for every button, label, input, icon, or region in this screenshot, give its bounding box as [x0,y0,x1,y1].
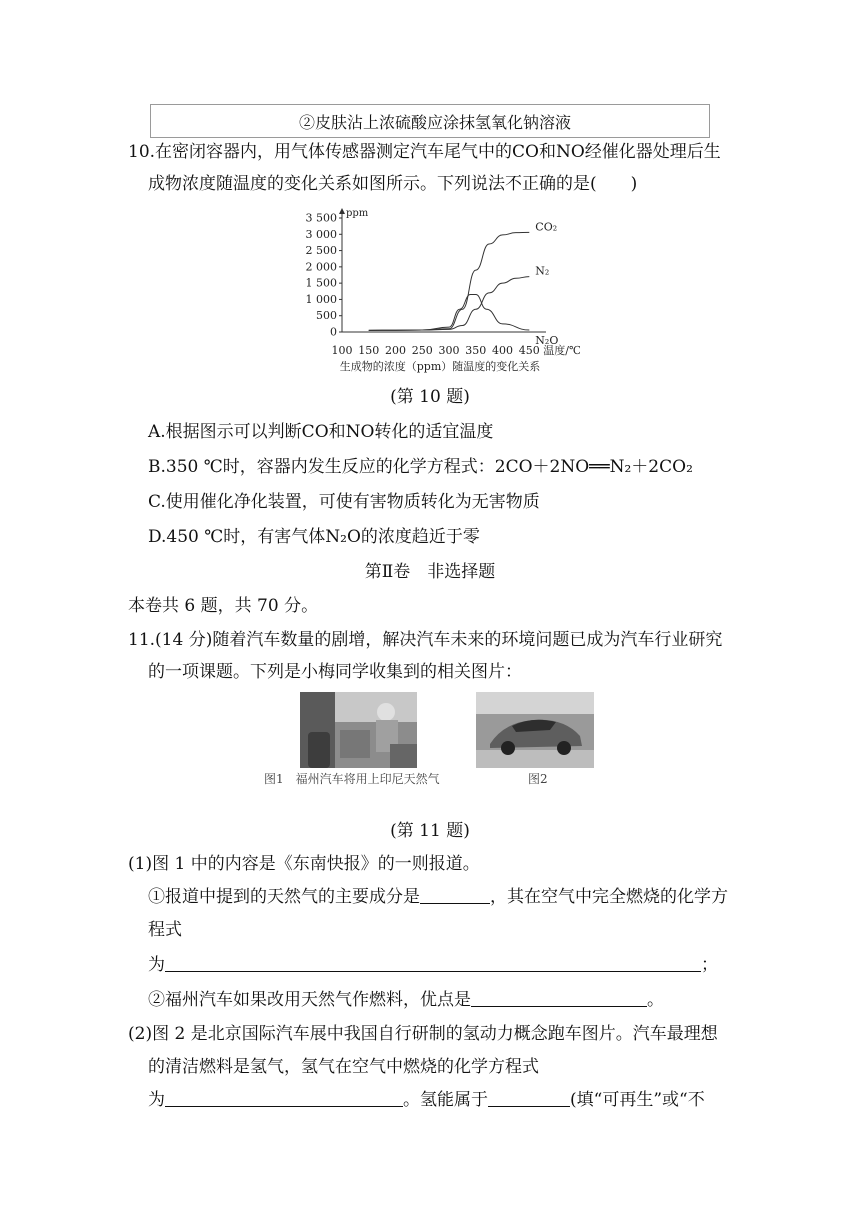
question-10-line-1 [128,142,721,162]
answer-blank-advantage[interactable] [471,990,647,1007]
x-tick-label: 250 [411,344,433,357]
question-11-caption: (第 11 题) [390,821,470,841]
part-2-line-1: (2)图 2 是北京国际汽车展中我国自行研制的氢动力概念跑车图片。汽车最理想 [128,1024,718,1044]
part-2-line-2: 的清洁燃料是氢气，氢气在空气中燃烧的化学方程式 [148,1057,539,1077]
part-2-text-a: 为 [148,1090,165,1110]
x-tick-label: 350 [465,344,487,357]
answer-blank-equation-hydrogen[interactable] [165,1090,403,1107]
question-10-stem-1: 在密闭容器内，用气体传感器测定汽车尾气中的CO和NO经催化器处理后生 [155,142,721,162]
x-tick-label: 300 [438,344,460,357]
x-tick-label: 200 [385,344,407,357]
series-line-2 [369,295,530,331]
series-label-0: CO₂ [535,220,558,234]
answer-blank-renewable[interactable] [488,1090,570,1107]
part-1-text-f: ②福州汽车如果改用天然气作燃料，优点是 [148,990,471,1010]
series-line-1 [369,277,530,331]
question-10-number: 10. [128,142,156,162]
option-c: C.使用催化净化装置，可使有害物质转化为无害物质 [148,492,540,512]
section-title: 第Ⅱ卷 非选择题 [364,562,496,582]
part-1-intro: (1)图 1 中的内容是《东南快报》的一则报道。 [128,854,480,874]
figure-2-photo [476,692,594,768]
option-b: B.350 ℃时，容器内发生反应的化学方程式：2CO＋2NO══N₂＋2CO₂ [148,457,693,477]
part-1-text-b: ，其在空气中完全燃烧的化学方 [490,887,728,907]
x-tick-label: 150 [358,344,380,357]
part-2-text-c: (填“可再生”或“不 [570,1090,705,1110]
series-label-1: N₂ [535,264,550,278]
part-1-line-4 [148,990,664,1010]
y-tick-label: 1 500 [305,276,337,290]
series-label-2: N₂O [535,334,559,348]
part-2-text-b: 。氢能属于 [403,1090,488,1110]
part-1-text-e: ； [701,955,718,975]
y-axis-arrow [339,208,345,214]
y-tick-label: 3 500 [305,211,337,225]
part-1-line-2: 程式 [148,920,182,940]
part-1-line-3 [148,955,718,975]
question-10-stem-2: 成物浓度随温度的变化关系如图所示。下列说法不正确的是( ) [148,174,638,194]
y-tick-label: 2 000 [305,260,337,274]
part-1-text-a: ①报道中提到的天然气的主要成分是 [148,887,420,907]
x-axis-label: 温度/℃ [543,344,580,357]
question-11-stem-1: (14 分)随着汽车数量的剧增，解决汽车未来的环境问题已成为汽车行业研究 [155,630,723,650]
x-tick-label: 450 [518,344,540,357]
y-tick-label: 3 000 [305,227,337,241]
part-1-text-g: 。 [647,990,664,1010]
figure-1-label: 图1 福州汽车将用上印尼天然气 [264,772,440,786]
figure-1-photo [300,692,417,768]
concentration-chart [300,206,580,376]
y-tick-label: 500 [316,309,337,323]
series-line-0 [369,232,530,330]
chart-title: 生成物的浓度（ppm）随温度的变化关系 [339,360,541,373]
question-11-number: 11. [128,630,156,650]
option-d: D.450 ℃时，有害气体N₂O的浓度趋近于零 [148,527,480,547]
table-row [150,104,710,138]
x-tick-label: 100 [331,344,353,357]
part-2-line-3 [148,1090,705,1110]
y-tick-label: 0 [330,325,337,339]
question-11-stem-2: 的一项课题。下列是小梅同学收集到的相关图片： [148,662,522,682]
part-1-line-1 [148,887,728,907]
x-tick-label: 400 [492,344,514,357]
answer-blank-main-component[interactable] [420,887,490,904]
chart-svg [300,206,580,376]
y-tick-label: 1 000 [305,292,337,306]
y-axis-label: ppm [346,208,369,219]
part-1-text-d: 为 [148,955,165,975]
option-a: A.根据图示可以判断CO和NO转化的适宜温度 [148,422,494,442]
figure-2-label: 图2 [528,772,548,786]
answer-blank-equation-methane[interactable] [165,955,701,972]
section-note: 本卷共 6 题，共 70 分。 [128,596,319,616]
question-11-line-1 [128,630,722,650]
question-10-caption: (第 10 题) [390,387,470,407]
y-tick-label: 2 500 [305,244,337,258]
table-row-text: ②皮肤沾上浓硫酸应涂抹氢氧化钠溶液 [299,113,572,132]
